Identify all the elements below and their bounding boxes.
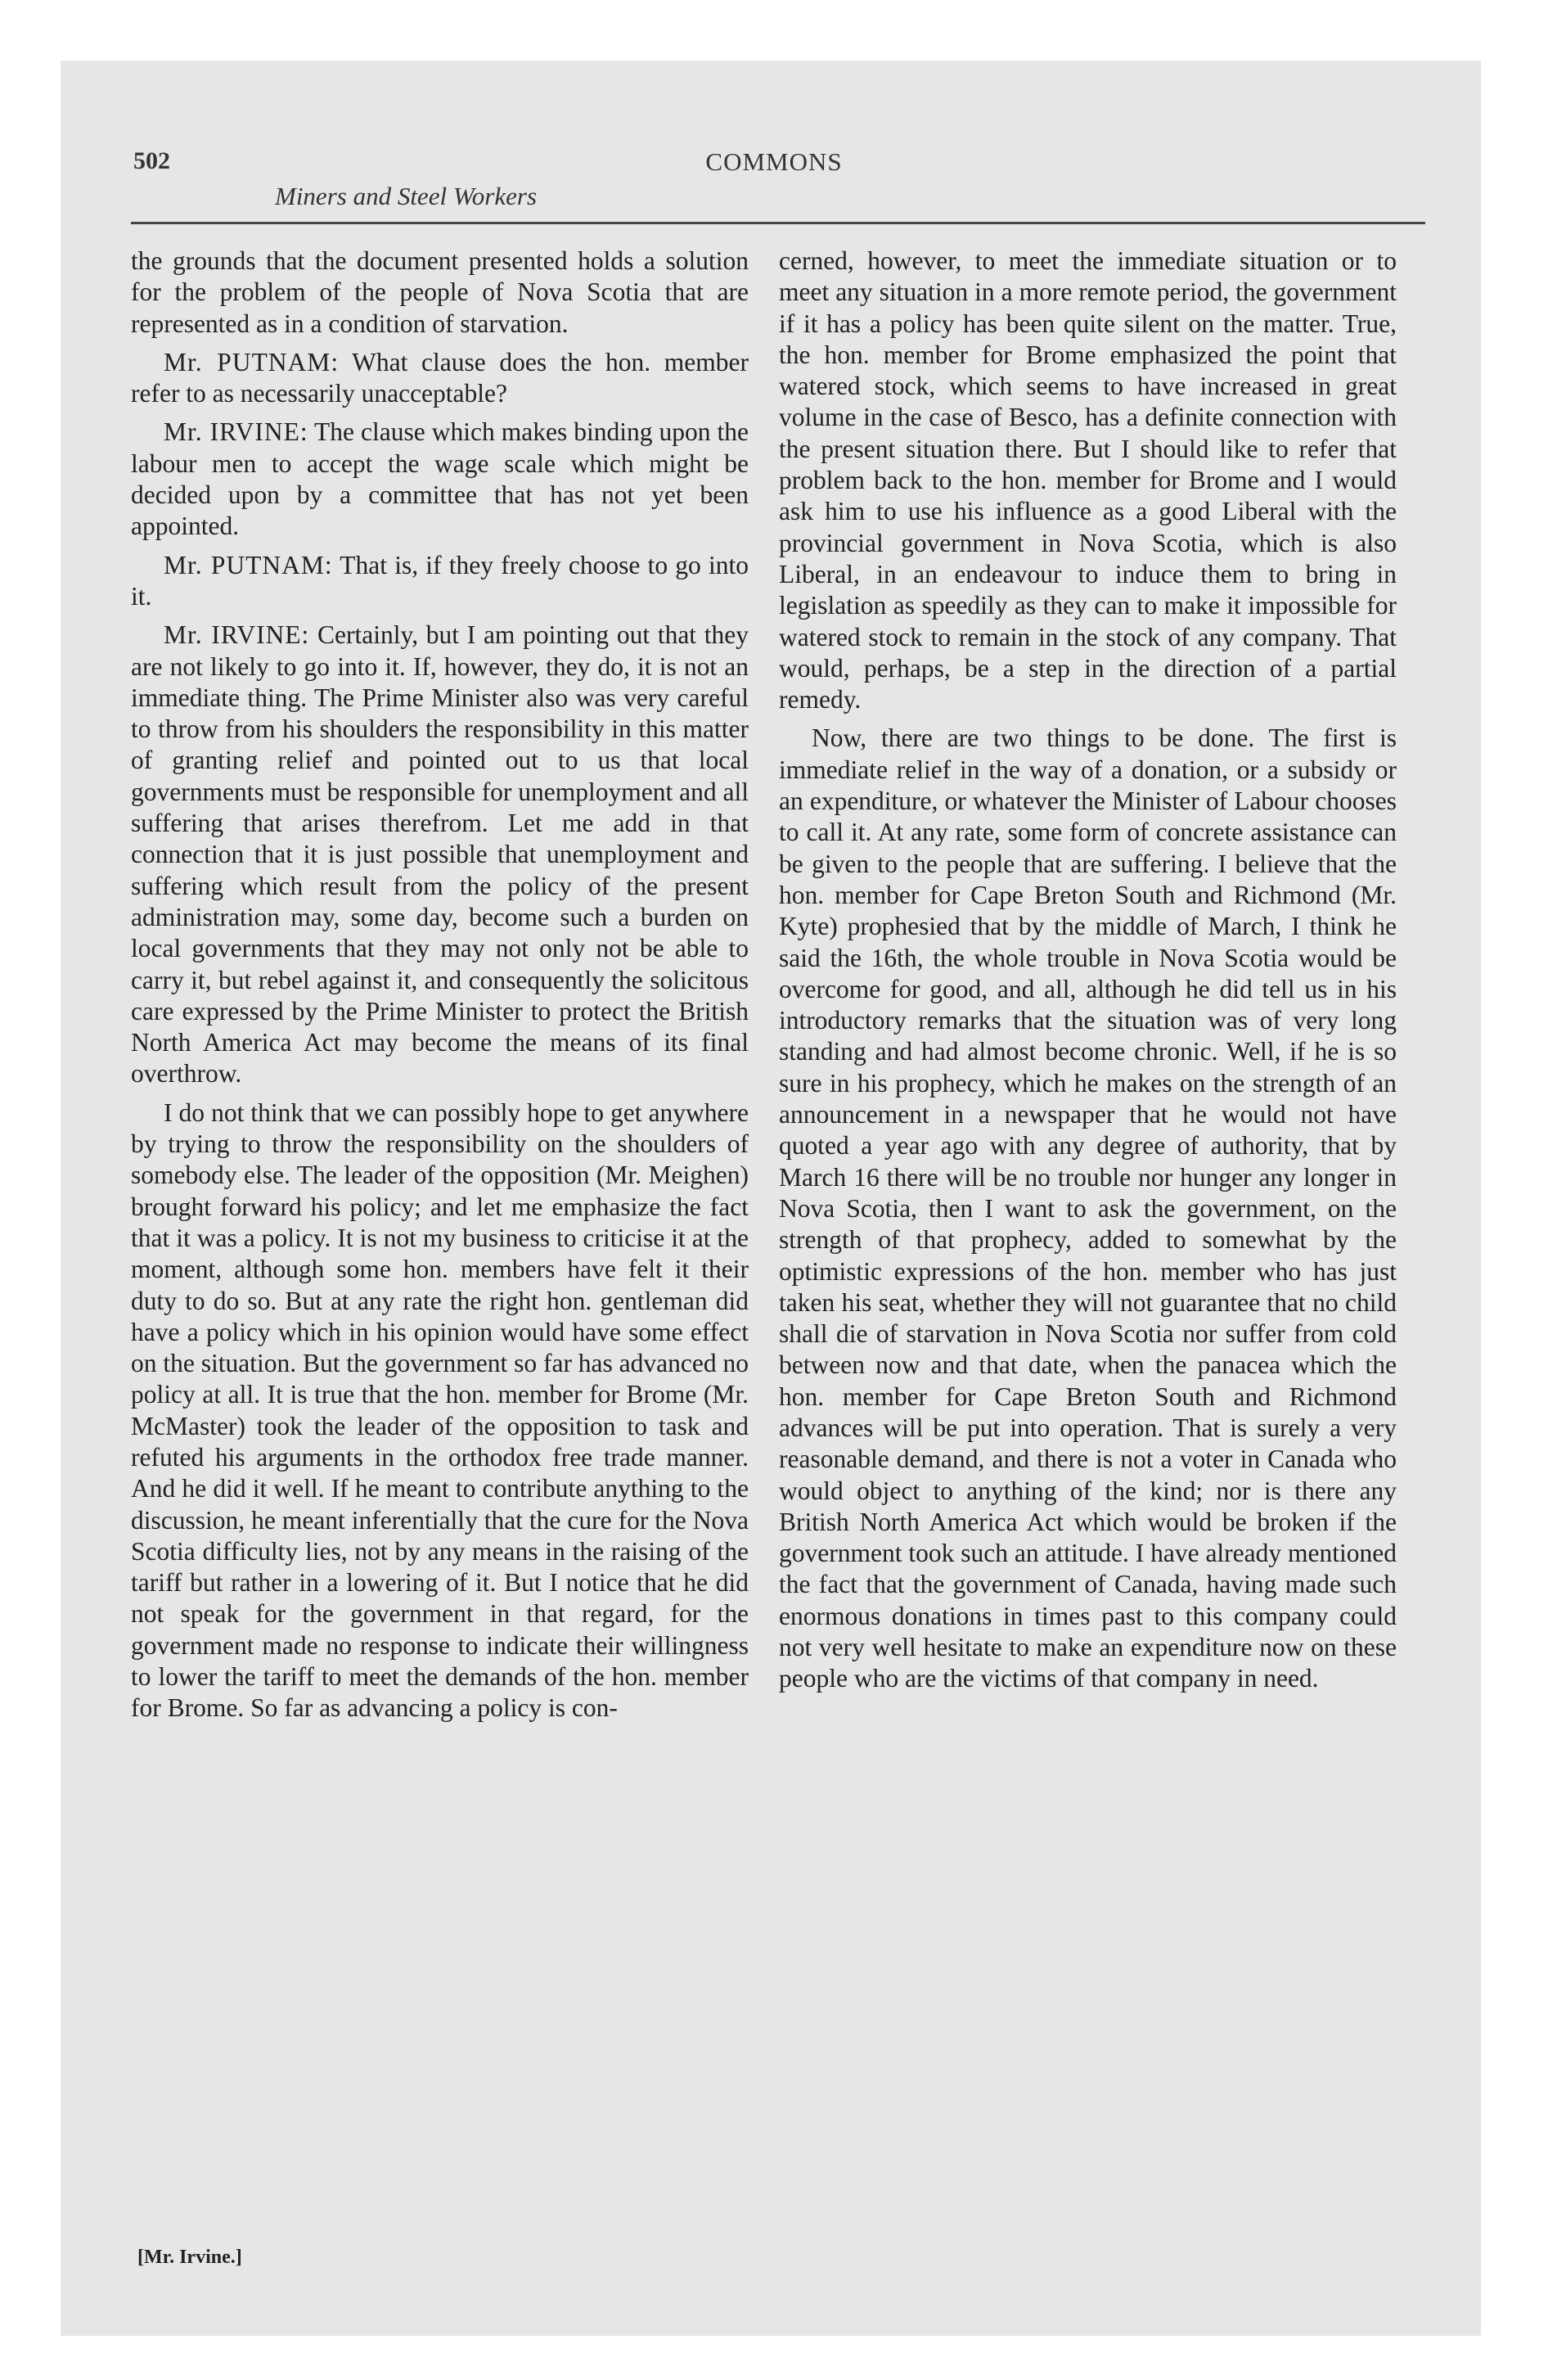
speaker-name: Mr. IRVINE: [164, 620, 310, 650]
header-rule [131, 222, 1425, 224]
paragraph [131, 550, 749, 613]
paragraph-text: That is, if they freely choose to go into it. [131, 550, 749, 611]
paragraph-text: What clause does the hon. member refer to as necessarily unacceptable? [131, 347, 749, 408]
paragraph [131, 417, 749, 542]
speaker-name: Mr. IRVINE: [164, 417, 308, 447]
paragraph [779, 246, 1397, 715]
paragraph-text: Certainly, but I am pointing out that they are not likely to go into it. If, however, they do, it is not an immediate thing. The Prime Minister also was very careful to throw from his shoulders the responsibility in this matter of granting relief and pointed out to us that local governments must be responsible for unemployment and all suffering that arises therefrom. Let me add in that connection that it is just possible that unemployment and suffering which result from the policy of the present administration may, some day, become such a burden on local governments that they may not only not be able to carry it, but rebel against it, and consequently the solicitous care expressed by the Prime Minister to protect the British North America Act may become the means of its final overthrow. [131, 620, 749, 1089]
paragraph [131, 347, 749, 410]
paragraph-text: the grounds that the document presented holds a solution for the problem of the people of Nova Scotia that are represented as in a condition of starvation. [131, 246, 749, 338]
left-column [131, 246, 749, 1732]
right-column [779, 246, 1397, 1702]
paragraph-text: The clause which makes binding upon the labour men to accept the wage scale which might be decided upon by a committee that has not yet been appointed. [131, 417, 749, 541]
speaker-name: Mr. PUTNAM: [164, 347, 340, 376]
paragraph [131, 246, 749, 340]
section-title: Miners and Steel Workers [275, 182, 538, 210]
paragraph [779, 723, 1397, 1694]
paragraph-text: cerned, however, to meet the immediate situation or to meet any situation in a more remote period, the government if it has a policy has been quite silent on the matter. True, the hon. member for Brome emphasized the point that watered stock, which seems to have increased in great volume in the case of Besco, has a definite connection with the present situation there. But I should like to refer that problem back to the hon. member for Brome and I would ask him to use his influence as a good Liberal with the provincial government in Nova Scotia, which is also Liberal, in an endeavour to induce them to bring in legislation as speedily as they can to make it impossible for watered stock to remain in the stock of any company. That would, perhaps, be a step in the direction of a partial remedy. [779, 246, 1397, 714]
footer-speaker-tag: [Mr. Irvine.] [137, 2247, 242, 2268]
paragraph [131, 1098, 749, 1724]
paragraph [131, 620, 749, 1089]
paragraph-text: Now, there are two things to be done. The first is immediate relief in the way of a donation, or a subsidy or an expenditure, or whatever the Minister of Labour chooses to call it. At any rate, some form of concrete assistance can be given to the people that are suffering. I believe that the hon. member for Cape Breton South and Richmond (Mr. Kyte) prophesied that by the middle of March, I think he said the 16th, the whole trouble in Nova Scotia would be overcome for good, and all, although he did tell us in his introductory remarks that the situation was of very long standing and had almost become chronic. Well, if he is so sure in his prophecy, which he makes on the strength of an announcement in a newspaper that he would not have quoted a year ago with any degree of authority, that by March 16 there will be no trouble nor hunger any longer in Nova Scotia, then I want to ask the government, on the strength of that prophecy, added to somewhat by the optimistic expressions of the hon. member who has just taken his seat, whether they will not guarantee that no child shall die of starvation in Nova Scotia nor suffer from cold between now and that date, when the panacea which the hon. member for Cape Breton South and Richmond advances will be put into operation. That is surely a very reasonable demand, and there is not a voter in Canada who would object to anything of the kind; nor is there any British North America Act which would be broken if the government took such an attitude. I have already mentioned the fact that the government of Canada, having made such enormous donations in times past to this company could not very well hesitate to make an expenditure now on these people who are the victims of that company in need. [779, 723, 1397, 1693]
page-number: 502 [133, 147, 170, 174]
running-head: COMMONS [705, 147, 843, 176]
paragraph-text: I do not think that we can possibly hope to get anywhere by trying to throw the responsibility on the shoulders of somebody else. The leader of the opposition (Mr. Meighen) brought forward his policy; and let me emphasize the fact that it was a policy. It is not my business to criticise it at the moment, although some hon. members have felt it their duty to do so. But at any rate the right hon. gentleman did have a policy which in his opinion would have some effect on the situation. But the government so far has advanced no policy at all. It is true that the hon. member for Brome (Mr. McMaster) took the leader of the opposition to task and refuted his arguments in the orthodox free trade manner. And he did it well. If he meant to contribute anything to the discussion, he meant inferentially that the cure for the Nova Scotia difficulty lies, not by any means in the raising of the tariff but rather in a lowering of it. But I notice that he did not speak for the government in that regard, for the government made no response to indicate their willingness to lower the tariff to meet the demands of the hon. member for Brome. So far as advancing a policy is con- [131, 1098, 749, 1723]
speaker-name: Mr. PUTNAM: [164, 550, 333, 579]
